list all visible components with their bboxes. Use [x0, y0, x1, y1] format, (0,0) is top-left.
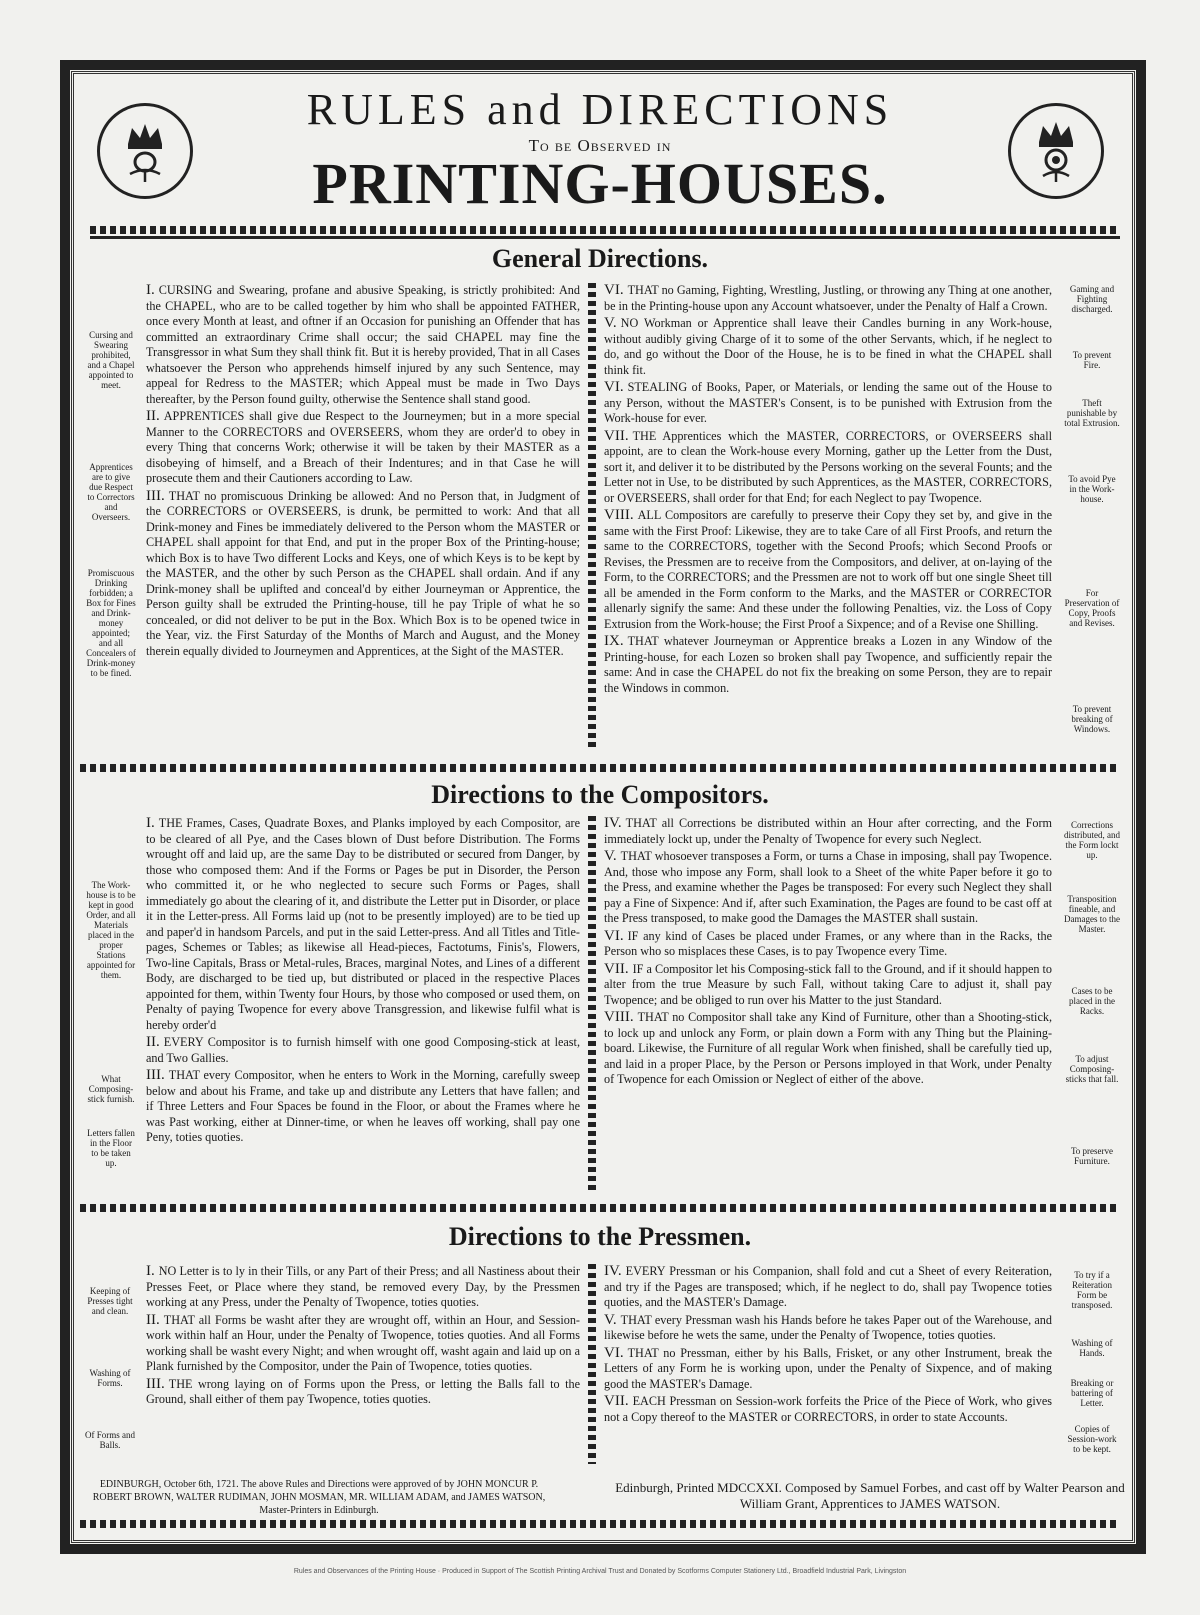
ornament-divider: [80, 1520, 1120, 1528]
rule-item: VI. STEALING of Books, Paper, or Materials, or lending the same out of the House to any Person, without the MASTER's Consent, is to be punished with Extrusion from the Work-house for ever.: [604, 379, 1052, 425]
general-right-column: [604, 283, 1052, 698]
compositors-heading: Directions to the Compositors.: [431, 780, 769, 809]
rule-item: VIII. THAT no Compositor shall take any Kind of Furniture, other than a Shooting-stick, to lock up and unlock any Form, or plain down a Form with any Thing but the Plaining-board. Likewise, the Furniture of all regular Work when finished, shall be carefully tied up, and laid in a proper Place, by the Person or Persons imployed in that Work, under Penalty of Twopence for each Omission or Neglect of either of the above.: [604, 1009, 1052, 1086]
rule-item: III. THAT no promiscuous Drinking be allowed: And no Person that, in Judgment of the CORRECTORS or OVERSEERS, is drunk, be permitted to work: And that all Drink-money and Fines be immediately delivered to the Person whom the MASTER or CHAPEL shall appoint for that End, and put in the proper Box of the Printing-house; which Box is to have Two different Locks and Keys, one of which Keys is to be kept by the MASTER, and the other by such Person as the CHAPEL shall ordain. And if any Drink-money shall be uplifted and conceal'd by either Journeyman or Apprentice, the Person guilty shall be extruded the Printing-house, till he pay Triple of what he so concealed, or did not deliver to be put in the Box. Which Box is to be opened twice in the Year, viz. the First Saturday of the Months of March and August, and the Money therein equally divided to Journeymen and Apprentices, at the Sight of the MASTER.: [146, 487, 580, 658]
rule-item: VI. THAT no Gaming, Fighting, Wrestling, Justling, or throwing any Thing at one another, be in the Printing-house upon any Account whatsoever, under the Penalty of Half a Crown.: [604, 282, 1052, 313]
ornament-divider: [80, 764, 1120, 772]
rule-item: IV. EVERY Pressman or his Companion, shall fold and cut a Sheet of every Reiteration, and try if the Pages are transposed; which, if he neglect to do, shall pay Twopence toties quoties, and the MASTER's Damage.: [604, 1263, 1052, 1309]
rule-item: I. CURSING and Swearing, profane and abusive Speaking, is strictly prohibited: And the CHAPEL, who are to be called together by him who shall be appointed FATHER, once every Month at least, and oftner if an Occasion for punishing an Offender that has committed an extraordinary Crime shall occur; the said CHAPEL may fine the Transgressor in what Sum they shall think fit. But it is hereby provided, That in all Cases whatsoever the Person who apprehends himself injured by any such Sentence, may appeal for Redress to the MASTER; which Appeal must be made in Two Days thereafter, by the Person found guilty, otherwise the Sentence shall stand good.: [146, 282, 580, 406]
margin-note: Theft punishable by total Extrusion.: [1064, 398, 1120, 428]
margin-note: Cursing and Swearing prohibited, and a Chapel appointed to meet.: [87, 330, 135, 390]
rule-item: VI. THAT no Pressman, either by his Balls, Frisket, or any other Instrument, break the Letters of any Form he is working upon, under the Penalty of Sixpence, and of making good the MASTER's Damage.: [604, 1344, 1052, 1391]
column-divider: [588, 1264, 596, 1464]
title-line2: To be Observed in: [528, 136, 672, 155]
rule-item: I. THE Frames, Cases, Quadrate Boxes, and Planks imployed by each Compositor, are to be cleared of all Pye, and the Cases blown of Dust before Distribution. The Forms wrought off and laid up, are the same Day to be distributed or secured from Danger, by those who composed them: And if the Forms or Pages be put in Disorder, the Person who committed it, or he who neglected to secure such Forms or Pages, shall immediately go about the clearing of it, and distribute the Letter put in Disorder, or place it in the Letter-press. All Forms laid up (not to be presently imployed) are to be tied up and paper'd in handsom Parcels, and put in the said Letter-press. And all Titles and Title-pages, Schemes or Tables; as likewise all Head-pieces, Factotums, Finis's, Flowers, Two-line Capitals, Brass or Metal-rules, Braces, marginal Notes, and Lines of a different Body, are discharged to be tied up, but distributed or placed in the respective Places appointed for them, within Twenty four Hours, by those who composed or used them, on Penalty of paying Twopence for every above Transgression, and likewise fulfil what is hereby order'd: [146, 815, 580, 1032]
margin-note: To prevent Fire.: [1072, 350, 1112, 370]
column-divider: [588, 816, 596, 1192]
footer-imprint: Edinburgh, Printed MDCCXXI. Composed by Samuel Forbes, and cast off by Walter Pearson and William Grant, Apprentices to JAMES WATSON.: [615, 1480, 1125, 1511]
margin-note: To adjust Composing-sticks that fall.: [1065, 1054, 1119, 1084]
rule-item: II. APPRENTICES shall give due Respect to the Journeymen; but in a more special Manner to the CORRECTORS and OVERSEERS, whom they are order'd to obey in every Thing that concerns Work; otherwise it will be taken by their MASTER as a disobeying of himself, and a Breach of their Indentures; and in that Case he will prosecute them and their Cautioners according to Law.: [146, 408, 580, 485]
rule-item: V. NO Workman or Apprentice shall leave their Candles burning in any Work-house, without audibly giving Charge of it to some of the other Servants, which, if he neglect to do, and go without the Door of the House, he is to be fined in what the CHAPEL shall think fit.: [604, 315, 1052, 377]
margin-note: Cases to be placed in the Racks.: [1069, 986, 1115, 1016]
rule-item: I. NO Letter is to ly in their Tills, or any Part of their Press; and all Nastiness about their Presses Feet, or Place where they stand, be removed every Day, by the Pressmen working at any Press, under the Penalty of Twopence, toties quoties.: [146, 1263, 580, 1309]
margin-note: What Composing-stick furnish.: [87, 1074, 135, 1104]
rule-item: V. THAT whosoever transposes a Form, or turns a Chase in imposing, shall pay Twopence. And, those who impose any Form, shall look to a Sheet of the white Paper before it go to the Press, and examine whether the Pages be transposed: For every such Neglect they shall pay a Fine of Sixpence: And if, after such Examination, the Pages are found to be cast off at the Press transposed, to make good the Damages the MASTER shall sustain.: [604, 848, 1052, 925]
general-heading: General Directions.: [491, 244, 709, 273]
ornament-divider: [80, 1204, 1120, 1212]
margin-note: To preserve Furniture.: [1070, 1146, 1114, 1166]
margin-note: Corrections distributed, and the Form lockt up.: [1064, 820, 1120, 860]
margin-note: Keeping of Presses tight and clean.: [87, 1286, 133, 1316]
rule-item: II. EVERY Compositor is to furnish himself with one good Composing-stick at least, and Two Gallies.: [146, 1034, 580, 1065]
margin-note: For Preservation of Copy, Proofs and Revises.: [1064, 588, 1120, 628]
rule-item: V. THAT every Pressman wash his Hands before he takes Paper out of the Warehouse, and likewise before he wets the same, under the Penalty of Twopence, toties quoties.: [604, 1311, 1052, 1342]
margin-note: Gaming and Fighting discharged.: [1069, 284, 1115, 314]
column-divider: [588, 283, 596, 748]
rule-item: VI. IF any kind of Cases be placed under Frames, or any where than in the Racks, the Person who so misplaces these Cases, is to pay Twopence every Time.: [604, 927, 1052, 958]
rule-item: III. THAT every Compositor, when he enters to Work in the Morning, carefully sweep below and about his Frame, and take up and distribute any Letters that have fallen; and if Three Letters and Four Spaces be found in the Floor, or about the Frames where he was Past working, either at Dinner-time, or when he leaves off working, shall pay one Peny, toties quoties.: [146, 1067, 580, 1144]
title-line1: RULES and DIRECTIONS: [306, 85, 894, 134]
rule-item: III. THE wrong laying on of Forms upon the Press, or letting the Balls fall to the Ground, shall either of them pay Twopence, toties quoties.: [146, 1375, 580, 1406]
margin-note: Letters fallen in the Floor to be taken up.: [87, 1128, 135, 1168]
crown-thistle-icon: [97, 103, 193, 199]
margin-note: Of Forms and Balls.: [85, 1430, 135, 1450]
rule-item: IX. THAT whatever Journeyman or Apprentice breaks a Lozen in any Window of the Printing-house, for each Lozen so broken shall pay Twopence, and sufficiently repair the same: And in case the CHAPEL do not fix the breaking on some Person, they are to repair the Windows in common.: [604, 633, 1052, 695]
margin-note: To try if a Reiteration Form be transposed.: [1071, 1270, 1113, 1310]
compositors-left-column: [146, 816, 580, 1148]
ornament-divider: [90, 226, 1120, 234]
margin-note: Promiscuous Drinking forbidden; a Box for Fines and Drink-money appointed; and all Concealers of Drink-money to be fined.: [86, 568, 136, 678]
credit-line: Rules and Observances of the Printing House · Produced in Support of The Scottish Printing Archival Trust and Donated by Scotforms Computer Stationery Ltd., Broadfield Industrial Park, Livingston: [293, 1568, 907, 1575]
margin-note: Apprentices are to give due Respect to Correctors and Overseers.: [87, 462, 135, 522]
rule-item: VII. EACH Pressman on Session-work forfeits the Price of the Piece of Work, who gives not a Copy thereof to the MASTER or CORRECTORS, in order to state Accounts.: [604, 1393, 1052, 1424]
margin-note: The Work-house is to be kept in good Order, and all Materials placed in the proper Stations appointed for them.: [86, 880, 136, 980]
compositors-right-column: [604, 816, 1052, 1090]
margin-note: To avoid Pye in the Work-house.: [1068, 474, 1116, 504]
title-line3: PRINTING-HOUSES.: [312, 151, 888, 216]
rule-item: VIII. ALL Compositors are carefully to preserve their Copy they set by, and give in the same with the First Proof: Likewise, they are to take Care of all First Proofs, and return the same to the CORRECTORS, together with the Second Proofs; which Second Proofs or Revises, the Pressmen are to receive from the Compositors, and deliver, at on-laying of the Form, to the CORRECTORS; and the Pressmen are not to work off but one single Sheet till all be amended in the Form conform to the Marks, and the MASTER or CORRECTOR allenarly signify the same: And these under the following Penalties, viz. the Loss of Copy Extrusion from the Work-house; the First Proof a Sixpence; and of a Revise one Shilling.: [604, 507, 1052, 631]
general-left-column: [146, 283, 580, 661]
rule-divider: [90, 236, 1120, 239]
margin-note: Washing of Forms.: [89, 1368, 131, 1388]
rule-item: II. THAT all Forms be washt after they are wrought off, within an Hour, and Session-work within half an Hour, under the Penalty of Twopence, toties quoties. And all Forms working shall be washt every Night; and when wrought off, washt again and laid up on a Plank furnished by the Compositor, under the Pain of Twopence, toties quoties.: [146, 1311, 580, 1373]
pressmen-left-column: [146, 1264, 580, 1410]
margin-note: Breaking or battering of Letter.: [1070, 1378, 1114, 1408]
margin-note: Washing of Hands.: [1071, 1338, 1113, 1358]
rule-item: VII. IF a Compositor let his Composing-stick fall to the Ground, and if it should happen to alter from the true Measure by such Fall, without taking Care to adjust it, shall pay Twopence; and be obliged to run over his Matter to the just Standard.: [604, 960, 1052, 1007]
pressmen-right-column: [604, 1264, 1052, 1427]
margin-note: To prevent breaking of Windows.: [1071, 704, 1113, 734]
footer-approval: EDINBURGH, October 6th, 1721. The above Rules and Directions were approved of by JOHN MONCUR P. ROBERT BROWN, WALTER RUDIMAN, JOHN MOSMAN, MR. WILLIAM ADAM, and JAMES WATSON, Master-Printers in Edinburgh.: [92, 1479, 546, 1516]
rule-item: IV. THAT all Corrections be distributed within an Hour after correcting, and the Form immediately lockt up, under the Penalty of Twopence for every such Neglect.: [604, 815, 1052, 846]
rule-item: VII. THE Apprentices which the MASTER, CORRECTORS, or OVERSEERS shall appoint, are to clean the Work-house every Morning, gather up the Letter from the Dust, sort it, and deliver it to be distributed by the Persons working on the several Founts; and the Letter not in Use, to be distributed by such Apprentices, as the MASTER, CORRECTORS, or OVERSEERS, shall order for that End; for each Neglect to pay Twopence.: [604, 427, 1052, 505]
crown-rose-icon: [1008, 103, 1104, 199]
margin-note: Transposition fineable, and Damages to the Master.: [1064, 894, 1120, 934]
pressmen-heading: Directions to the Pressmen.: [448, 1222, 752, 1251]
margin-note: Copies of Session-work to be kept.: [1067, 1424, 1117, 1454]
